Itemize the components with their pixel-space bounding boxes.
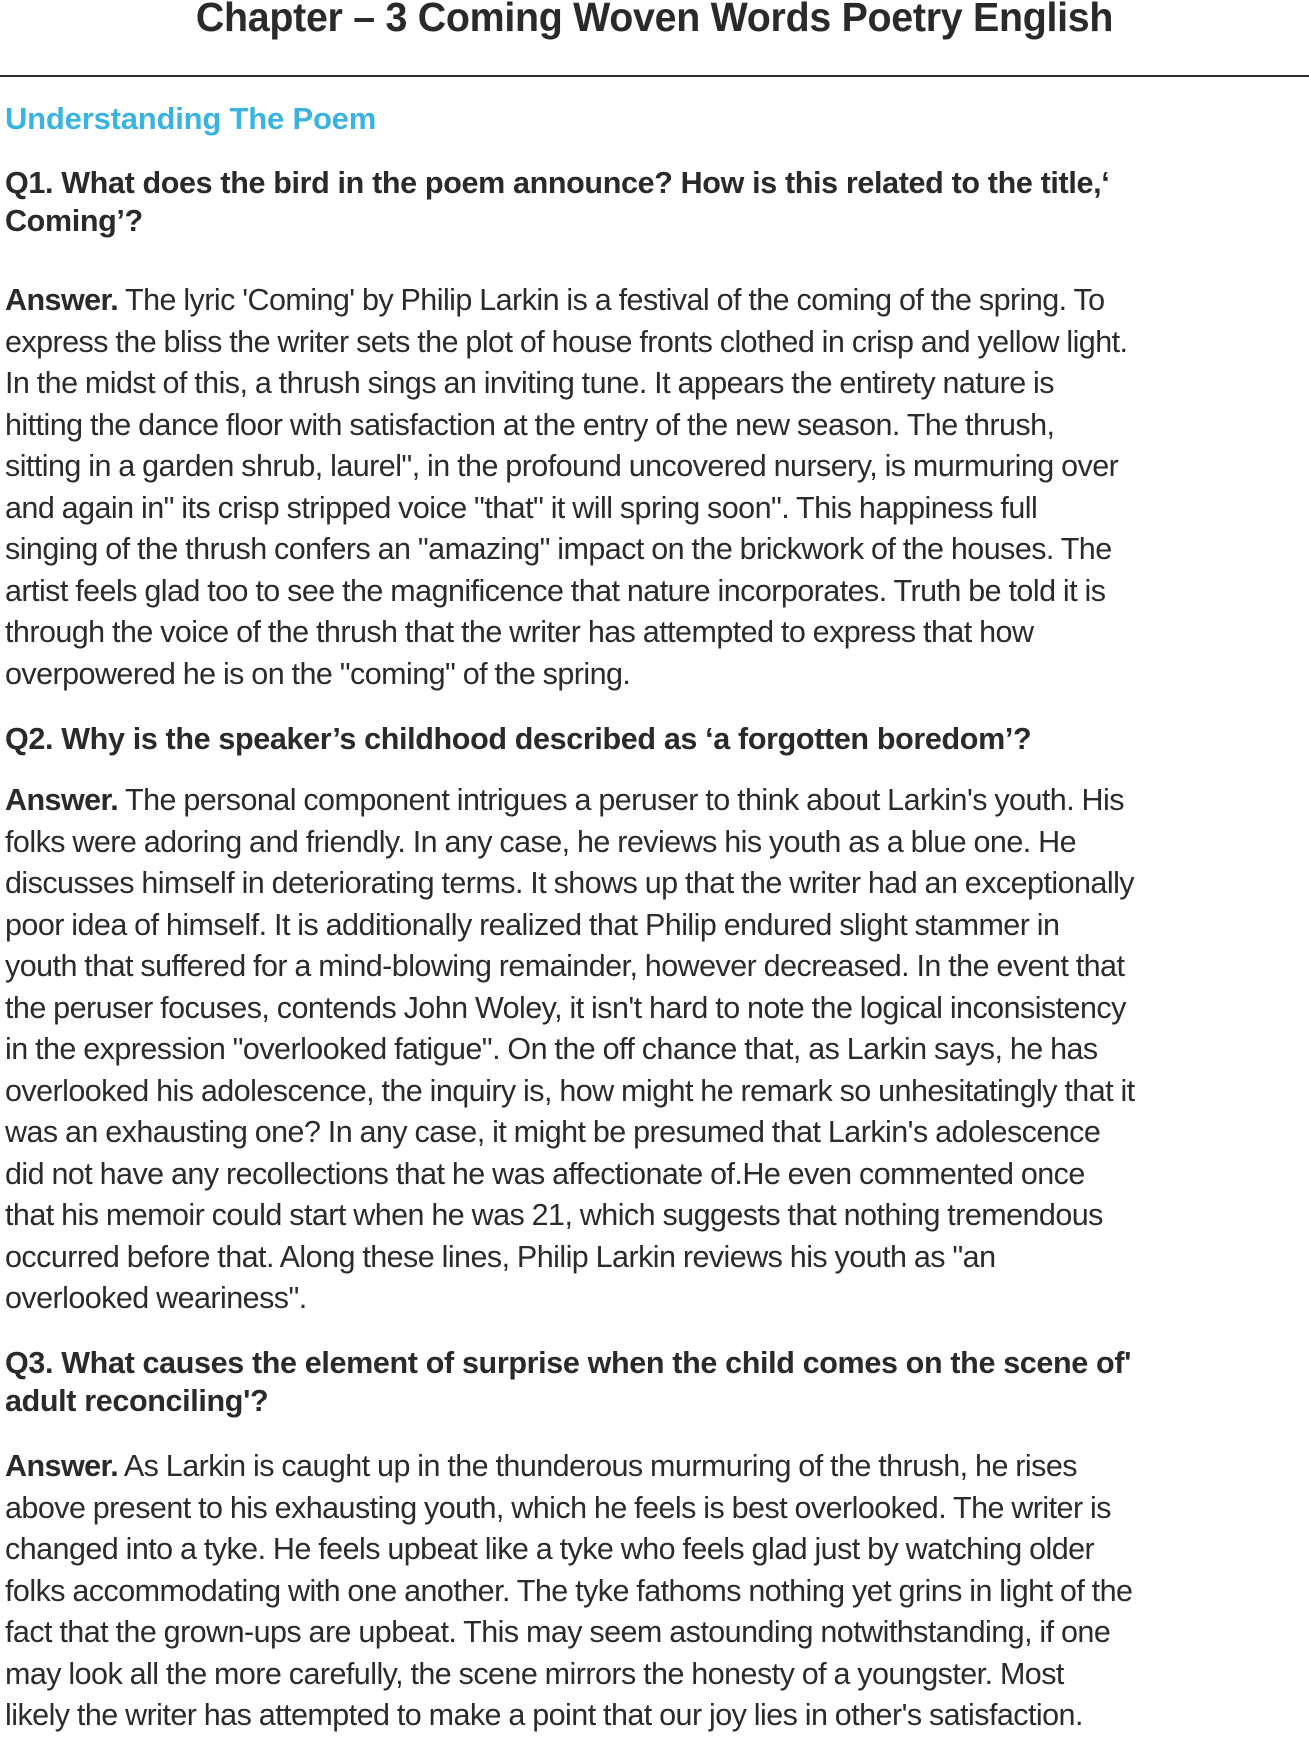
answer-1: [5, 280, 1305, 695]
answer-line: through the voice of the thrush that the writer has attempted to express that how: [5, 615, 1034, 649]
answer-3: [5, 1446, 1305, 1737]
answer-line: youth that suffered for a mind-blowing remainder, however decreased. In the event that: [5, 949, 1125, 983]
answer-line: singing of the thrush confers an "amazing" impact on the brickwork of the houses. The: [5, 532, 1112, 566]
question-2: [5, 720, 1305, 758]
answer-line: folks accommodating with one another. The tyke fathoms nothing yet grins in light of the: [5, 1573, 1133, 1608]
answer-line: above present to his exhausting youth, which he feels is best overlooked. The writer is: [5, 1490, 1111, 1525]
answer-line: did not have any recollections that he was affectionate of.He even commented once: [5, 1156, 1085, 1191]
answer-line: may look all the more carefully, the scene mirrors the honesty of a youngster. Most: [5, 1656, 1064, 1691]
answer-line: discusses himself in deteriorating terms. It shows up that the writer had an exceptionally: [5, 866, 1134, 900]
answer-line: [5, 1446, 1305, 1488]
question-line: Q1. What does the bird in the poem announce? How is this related to the title,‘: [5, 166, 1110, 200]
question-text: [5, 1344, 1305, 1420]
answer-line: artist feels glad too to see the magnificence that nature incorporates. Truth be told it is: [5, 573, 1106, 608]
question-line: Q3. What causes the element of surprise when the child comes on the scene of': [5, 1346, 1132, 1380]
answer-line: hitting the dance floor with satisfaction at the entry of the new season. The thrush,: [5, 407, 1055, 442]
answer-line: fact that the grown-ups are upbeat. This may seem astounding notwithstanding, if one: [5, 1615, 1111, 1649]
question-1: [5, 164, 1305, 240]
answer-text: As Larkin is caught up in the thunderous murmuring of the thrush, he rises: [118, 1449, 1077, 1483]
section-heading: Understanding The Poem: [5, 101, 377, 136]
title-divider: [0, 75, 1309, 77]
answer-line: the peruser focuses, contends John Woley, it isn't hard to note the logical inconsistency: [5, 990, 1126, 1025]
answer-line: poor idea of himself. It is additionally realized that Philip endured slight stammer in: [5, 907, 1060, 942]
page-title: Chapter – 3 Coming Woven Words Poetry English: [195, 0, 1114, 40]
answer-line: overlooked his adolescence, the inquiry is, how might he remark so unhesitatingly that it: [5, 1073, 1135, 1108]
answer-label: Answer.: [5, 783, 119, 817]
answer-text: The lyric 'Coming' by Philip Larkin is a festival of the coming of the spring. To: [118, 283, 1105, 317]
answer-line: changed into a tyke. He feels upbeat like a tyke who feels glad just by watching older: [5, 1532, 1095, 1566]
answer-line: overlooked weariness".: [5, 1281, 307, 1315]
answer-line: was an exhausting one? In any case, it might be presumed that Larkin's adolescence: [5, 1115, 1101, 1149]
answer-label: Answer.: [5, 1449, 119, 1483]
answer-line: overpowered he is on the "coming" of the spring.: [5, 656, 631, 691]
answer-line: In the midst of this, a thrush sings an inviting tune. It appears the entirety nature is: [5, 366, 1054, 400]
answer-line: [5, 780, 1305, 822]
answer-line: likely the writer has attempted to make a point that our joy lies in other's satisfaction.: [5, 1698, 1083, 1732]
question-3: [5, 1344, 1305, 1420]
question-line: Q2. Why is the speaker’s childhood described as ‘a forgotten boredom’?: [5, 722, 1032, 756]
answer-line: sitting in a garden shrub, laurel", in the profound uncovered nursery, is murmuring over: [5, 449, 1119, 483]
answer-line: express the bliss the writer sets the plot of house fronts clothed in crisp and yellow light.: [5, 324, 1128, 359]
question-text: [5, 720, 1305, 758]
answer-line: that his memoir could start when he was 21, which suggests that nothing tremendous: [5, 1198, 1103, 1232]
question-text: [5, 164, 1305, 240]
answer-line: folks were adoring and friendly. In any case, he reviews his youth as a blue one. He: [5, 824, 1076, 859]
question-line: adult reconciling'?: [5, 1384, 269, 1418]
answer-line: [5, 280, 1305, 322]
answer-line: in the expression "overlooked fatigue". On the off chance that, as Larkin says, he has: [5, 1032, 1098, 1066]
answer-line: occurred before that. Along these lines, Philip Larkin reviews his youth as "an: [5, 1239, 996, 1274]
answer-2: [5, 780, 1305, 1320]
question-line: Coming’?: [5, 204, 143, 238]
answer-line: and again in" its crisp stripped voice "that" it will spring soon". This happiness full: [5, 490, 1038, 525]
answer-label: Answer.: [5, 283, 119, 317]
answer-text: The personal component intrigues a peruser to think about Larkin's youth. His: [118, 783, 1124, 817]
